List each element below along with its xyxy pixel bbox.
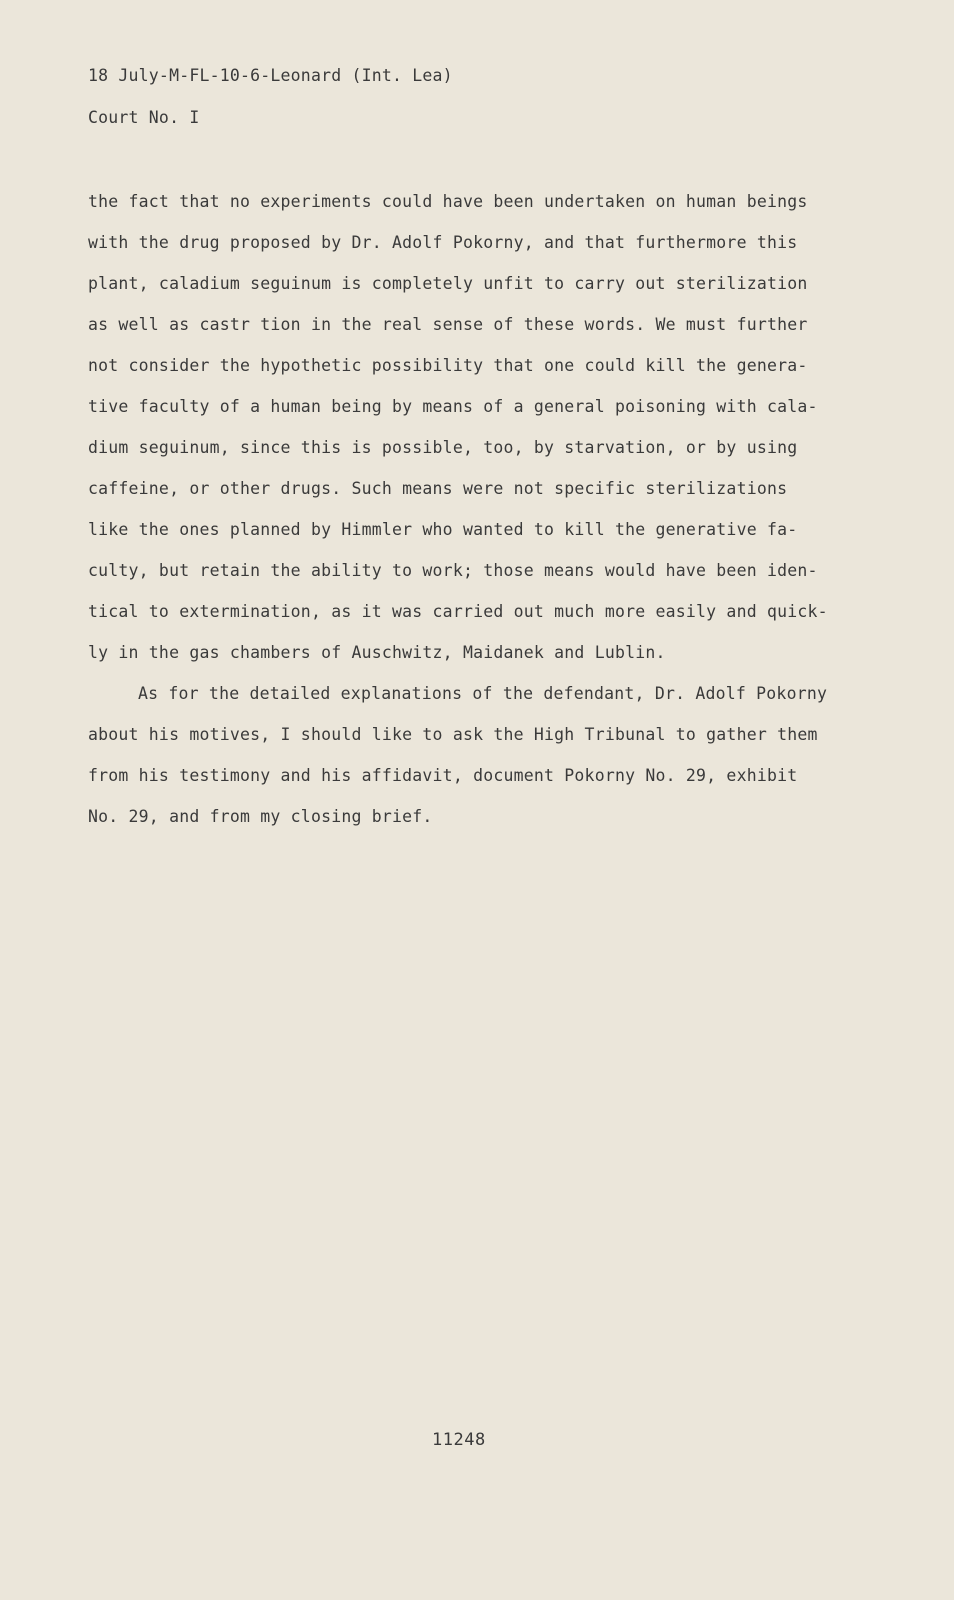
text-line: tical to extermination, as it was carried out much more easily and quick- (88, 602, 828, 621)
text-line: with the drug proposed by Dr. Adolf Pokorny, and that furthermore this (88, 233, 798, 252)
text-line: tive faculty of a human being by means of a general poisoning with cala- (88, 397, 818, 416)
text-line: like the ones planned by Himmler who wanted to kill the generative fa- (88, 520, 798, 539)
document-reference: 18 July-M-FL-10-6-Leonard (Int. Lea) (88, 66, 453, 85)
page-number: 11248 (432, 1430, 486, 1450)
text-line: from his testimony and his affidavit, document Pokorny No. 29, exhibit (88, 766, 798, 785)
text-line: not consider the hypothetic possibility that one could kill the genera- (88, 356, 808, 375)
text-line: culty, but retain the ability to work; those means would have been iden- (88, 561, 818, 580)
text-line: No. 29, and from my closing brief. (88, 807, 433, 826)
text-line: ly in the gas chambers of Auschwitz, Maidanek and Lublin. (88, 643, 666, 662)
text-line: the fact that no experiments could have been undertaken on human beings (88, 192, 808, 211)
text-line: dium seguinum, since this is possible, too, by starvation, or by using (88, 438, 798, 457)
text-line: about his motives, I should like to ask the High Tribunal to gather them (88, 725, 818, 744)
text-line: caffeine, or other drugs. Such means were not specific sterilizations (88, 479, 788, 498)
text-line: As for the detailed explanations of the defendant, Dr. Adolf Pokorny (138, 684, 828, 703)
court-number: Court No. I (88, 108, 200, 127)
text-line: plant, caladium seguinum is completely unfit to carry out sterilization (88, 274, 808, 293)
text-line: as well as castr tion in the real sense of these words. We must further (88, 315, 808, 334)
